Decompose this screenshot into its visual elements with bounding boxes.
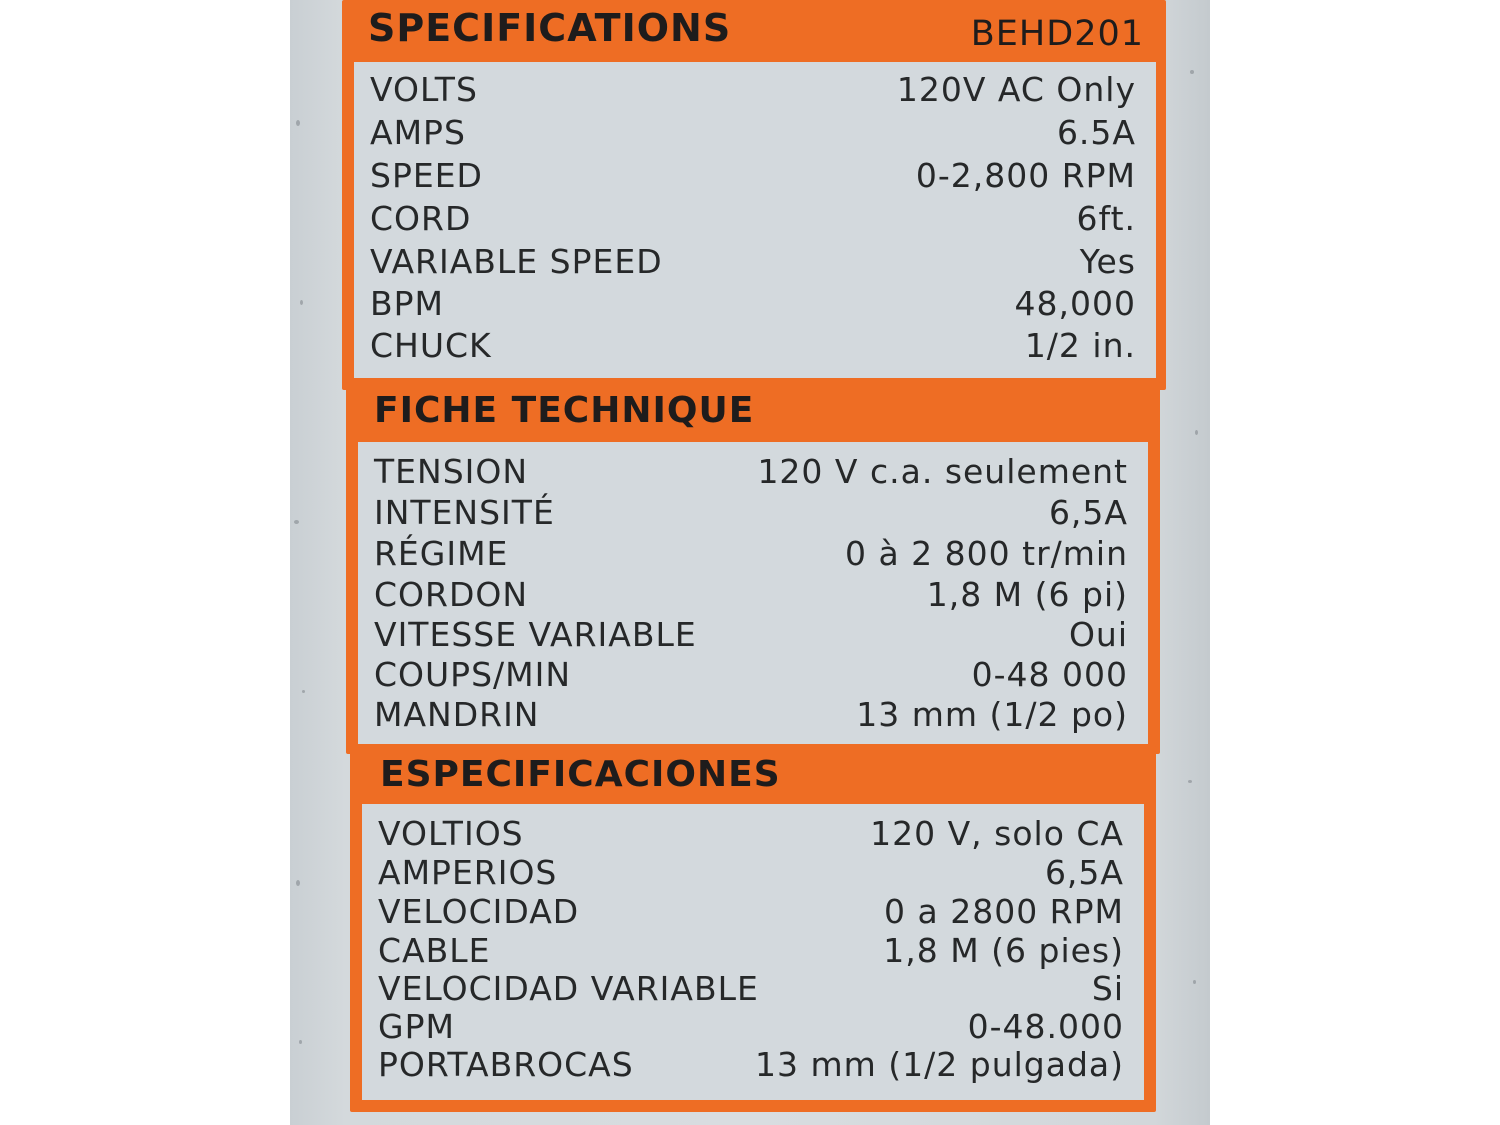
spec-value: 6,5A — [1048, 493, 1128, 532]
spec-value: 1/2 in. — [1024, 326, 1136, 365]
spec-value: 0-48 000 — [971, 655, 1128, 694]
spec-label: VOLTS — [370, 70, 478, 109]
spec-row — [358, 575, 1148, 615]
spec-row — [358, 615, 1148, 655]
spec-row — [354, 242, 1156, 282]
spec-row — [362, 853, 1144, 893]
spec-row — [358, 493, 1148, 533]
box-photo — [290, 0, 1210, 1125]
spec-label: COUPS/MIN — [374, 655, 572, 694]
spec-row — [354, 326, 1156, 366]
spec-value: 13 mm (1/2 pulgada) — [755, 1045, 1124, 1084]
spec-row — [354, 156, 1156, 196]
section-header — [350, 746, 1156, 802]
spec-row — [358, 695, 1148, 735]
spec-value: 0 à 2 800 tr/min — [844, 534, 1128, 573]
spec-row — [354, 70, 1156, 110]
spec-label-french — [346, 382, 1160, 754]
spec-row — [358, 655, 1148, 695]
spec-label: VELOCIDAD — [378, 892, 580, 931]
spec-label: CHUCK — [370, 326, 492, 365]
spec-value: 0-48.000 — [967, 1007, 1124, 1046]
spec-label: VARIABLE SPEED — [370, 242, 663, 281]
spec-row — [362, 931, 1144, 971]
spec-value: 6ft. — [1076, 199, 1136, 238]
section-title: ESPECIFICACIONES — [380, 754, 781, 795]
spec-label: VELOCIDAD VARIABLE — [378, 969, 759, 1008]
spec-row — [354, 284, 1156, 324]
spec-label: RÉGIME — [374, 534, 509, 573]
model-number: BEHD201 — [970, 14, 1144, 54]
spec-row — [362, 969, 1144, 1009]
spec-label-spanish — [350, 746, 1156, 1112]
spec-label: CORDON — [374, 575, 529, 614]
spec-label: AMPERIOS — [378, 853, 558, 892]
spec-panel — [354, 62, 1156, 378]
spec-label: CABLE — [378, 931, 491, 970]
section-title: SPECIFICATIONS — [368, 6, 732, 50]
spec-label: MANDRIN — [374, 695, 540, 734]
spec-value: 48,000 — [1014, 284, 1136, 323]
spec-value: 120 V, solo CA — [870, 814, 1124, 853]
spec-label: VOLTIOS — [378, 814, 524, 853]
spec-label: PORTABROCAS — [378, 1045, 634, 1084]
spec-row — [354, 199, 1156, 239]
spec-label: TENSION — [374, 452, 529, 491]
spec-label: INTENSITÉ — [374, 493, 555, 532]
spec-label: AMPS — [370, 113, 466, 152]
spec-row — [358, 534, 1148, 574]
spec-value: 120V AC Only — [896, 70, 1136, 109]
spec-value: 120 V c.a. seulement — [757, 452, 1128, 491]
spec-row — [362, 892, 1144, 932]
spec-label: SPEED — [370, 156, 483, 195]
spec-value: 1,8 M (6 pies) — [883, 931, 1124, 970]
spec-label: VITESSE VARIABLE — [374, 615, 697, 654]
spec-label: CORD — [370, 199, 472, 238]
spec-value: 0-2,800 RPM — [915, 156, 1136, 195]
spec-value: 13 mm (1/2 po) — [856, 695, 1128, 734]
section-header — [342, 0, 1166, 58]
spec-panel — [362, 804, 1144, 1100]
spec-row — [358, 452, 1148, 492]
spec-panel — [358, 442, 1148, 744]
spec-value: 0 a 2800 RPM — [884, 892, 1124, 931]
spec-value: Si — [1091, 969, 1124, 1008]
spec-value: 6,5A — [1044, 853, 1124, 892]
section-header — [346, 382, 1160, 440]
spec-row — [354, 113, 1156, 153]
spec-value: 1,8 M (6 pi) — [926, 575, 1128, 614]
spec-label: GPM — [378, 1007, 455, 1046]
spec-row — [362, 814, 1144, 854]
spec-value: Yes — [1079, 242, 1136, 281]
spec-value: Oui — [1068, 615, 1128, 654]
spec-label-english — [342, 0, 1166, 390]
spec-row — [362, 1007, 1144, 1047]
spec-row — [362, 1045, 1144, 1085]
spec-value: 6.5A — [1056, 113, 1136, 152]
spec-label: BPM — [370, 284, 445, 323]
section-title: FICHE TECHNIQUE — [374, 390, 755, 431]
